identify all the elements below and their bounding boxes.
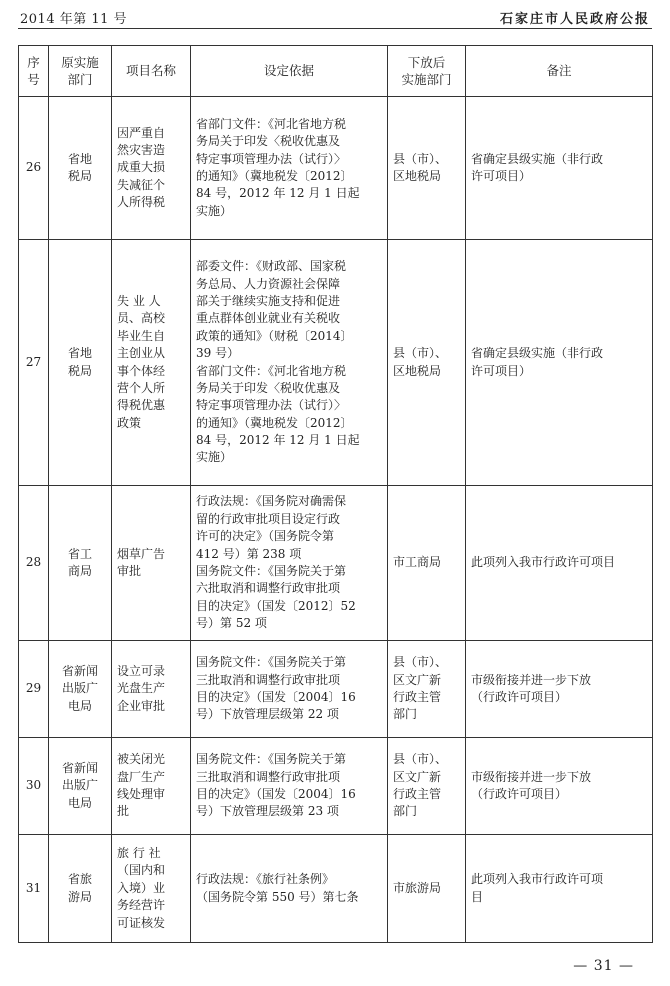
- cell-name: 烟草广告 审批: [112, 486, 191, 641]
- col-orig-dept-header: 原实施 部门: [49, 46, 112, 97]
- cell-seq: 28: [19, 486, 49, 641]
- cell-orig-dept: 省新闻 出版广 电局: [49, 738, 112, 835]
- table-row: [19, 835, 653, 943]
- cell-seq: 29: [19, 641, 49, 738]
- cell-remark: 此项列入我市行政许可项 目: [466, 835, 653, 943]
- issue-number: 2014 年第 11 号: [20, 12, 128, 27]
- project-table: [18, 45, 653, 943]
- page-number: — 31 —: [573, 958, 634, 974]
- cell-new-dept: 县（市）、 区文广新 行政主管 部门: [388, 641, 466, 738]
- table-header-row: [19, 46, 653, 97]
- cell-basis: 行政法规：《旅行社条例》 （国务院令第 550 号）第七条: [191, 835, 388, 943]
- cell-new-dept: 县（市）、 区地税局: [388, 97, 466, 240]
- col-remark-header: 备注: [466, 46, 653, 97]
- header-rule: [18, 28, 652, 29]
- cell-remark: 省确定县级实施（非行政 许可项目）: [466, 97, 653, 240]
- cell-remark: 省确定县级实施（非行政 许可项目）: [466, 240, 653, 486]
- cell-orig-dept: 省旅 游局: [49, 835, 112, 943]
- publication-title: 石家庄市人民政府公报: [499, 12, 650, 27]
- table-row: [19, 240, 653, 486]
- table-row: [19, 641, 653, 738]
- cell-orig-dept: 省工 商局: [49, 486, 112, 641]
- cell-basis: 国务院文件：《国务院关于第 三批取消和调整行政审批项 目的决定》（国发〔2004〕16 号）下放管理层级第 23 项: [191, 738, 388, 835]
- cell-basis: 省部门文件：《河北省地方税 务局关于印发〈税收优惠及 特定事项管理办法（试行）〉 的通知》（冀地税发〔2012〕 84 号，2012 年 12 月 1 日起 实施）: [191, 97, 388, 240]
- cell-basis: 国务院文件：《国务院关于第 三批取消和调整行政审批项 目的决定》（国发〔2004〕16 号）下放管理层级第 22 项: [191, 641, 388, 738]
- cell-remark: 市级衔接并进一步下放 （行政许可项目）: [466, 641, 653, 738]
- cell-new-dept: 县（市）、 区地税局: [388, 240, 466, 486]
- cell-orig-dept: 省地 税局: [49, 240, 112, 486]
- cell-name: 被关闭光 盘厂生产 线处理审 批: [112, 738, 191, 835]
- cell-new-dept: 市工商局: [388, 486, 466, 641]
- col-name-header: 项目名称: [112, 46, 191, 97]
- cell-seq: 27: [19, 240, 49, 486]
- cell-orig-dept: 省新闻 出版广 电局: [49, 641, 112, 738]
- cell-seq: 30: [19, 738, 49, 835]
- cell-orig-dept: 省地 税局: [49, 97, 112, 240]
- table-row: [19, 738, 653, 835]
- cell-name: 旅 行 社 （国内和 入境）业 务经营许 可证核发: [112, 835, 191, 943]
- table-row: [19, 486, 653, 641]
- cell-basis: 行政法规：《国务院对确需保 留的行政审批项目设定行政 许可的决定》（国务院令第 412 号）第 238 项 国务院文件：《国务院关于第 六批取消和调整行政审批项 目的决定》（国发〔2012〕52 号）第 52 项: [191, 486, 388, 641]
- cell-remark: 市级衔接并进一步下放 （行政许可项目）: [466, 738, 653, 835]
- cell-seq: 31: [19, 835, 49, 943]
- table-row: [19, 97, 653, 240]
- cell-name: 失 业 人 员、高校 毕业生自 主创业从 事个体经 营个人所 得税优惠 政策: [112, 240, 191, 486]
- col-basis-header: 设定依据: [191, 46, 388, 97]
- cell-remark: 此项列入我市行政许可项目: [466, 486, 653, 641]
- page-header: [20, 6, 650, 28]
- col-seq-header: 序 号: [19, 46, 49, 97]
- cell-new-dept: 市旅游局: [388, 835, 466, 943]
- col-new-dept-header: 下放后 实施部门: [388, 46, 466, 97]
- cell-name: 设立可录 光盘生产 企业审批: [112, 641, 191, 738]
- cell-new-dept: 县（市）、 区文广新 行政主管 部门: [388, 738, 466, 835]
- cell-seq: 26: [19, 97, 49, 240]
- cell-basis: 部委文件：《财政部、国家税 务总局、人力资源社会保障 部关于继续实施支持和促进 重点群体创业就业有关税收 政策的通知》（财税〔2014〕 39 号） 省部门文件：《河北省地方税 务局关于印发〈税收优惠及 特定事项管理办法（试行）〉 的通知》（冀地税发〔2012〕 84 号，2012 年 12 月 1 日起 实施）: [191, 240, 388, 486]
- cell-name: 因严重自 然灾害造 成重大损 失减征个 人所得税: [112, 97, 191, 240]
